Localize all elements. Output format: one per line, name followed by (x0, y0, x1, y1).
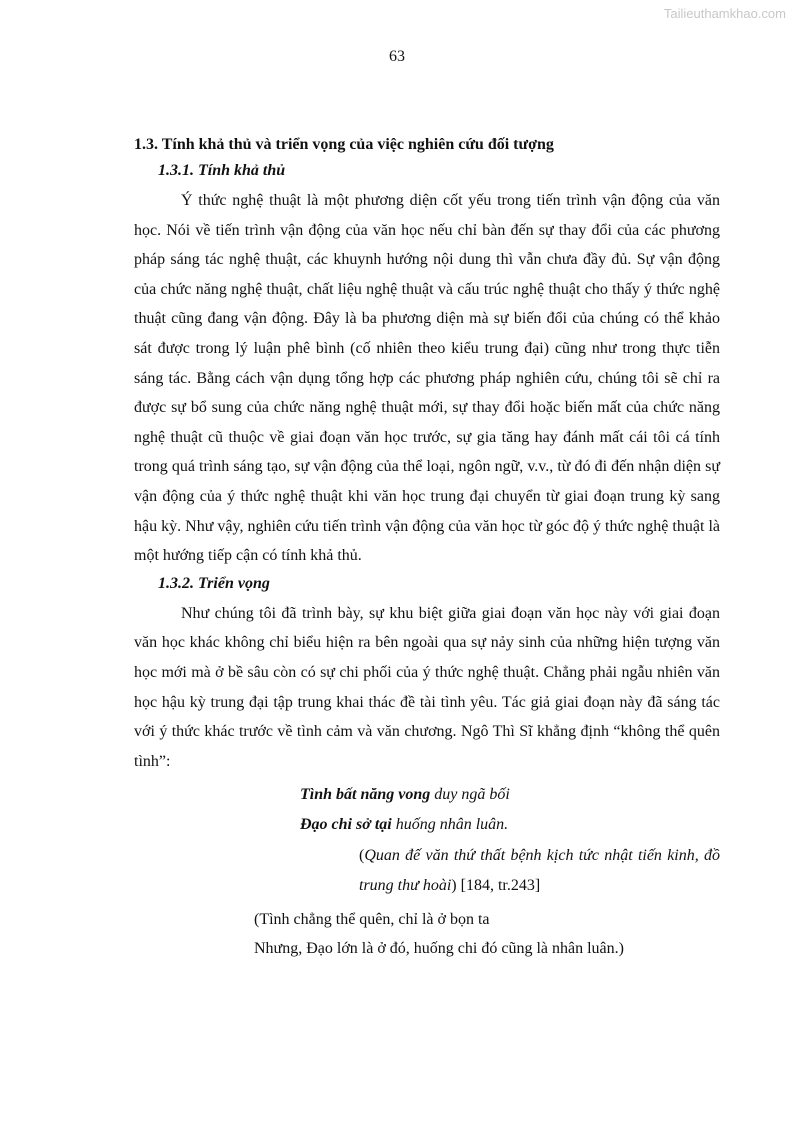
verse-line-2-rest: huống nhân luân. (391, 815, 509, 833)
paragraph-feasibility: Ý thức nghệ thuật là một phương diện cốt yếu trong tiến trình vận động của văn học. Nói về tiến trình vận động của văn học nếu chỉ bàn đến sự thay đổi của các phương pháp sáng tác nghệ thuật, các khuynh hướng nội dung thì vẫn chưa đầy đủ. Sự vận động của chức năng nghệ thuật, chất liệu nghệ thuật và cấu trúc nghệ thuật cho thấy ý thức nghệ thuật cũng đang vận động. Đây là ba phương diện mà sự biến đổi của chúng có thể khảo sát được trong lý luận phê bình (cố nhiên theo kiểu trung đại) cũng như trong thực tiễn sáng tác. Bằng cách vận dụng tổng hợp các phương pháp nghiên cứu, chúng tôi sẽ chỉ ra được sự bổ sung của chức năng nghệ thuật mới, sự thay đổi hoặc biến mất của chức năng nghệ thuật cũ thuộc về giai đoạn văn học trước, sự gia tăng hay đánh mất cái tôi cá tính trong quá trình sáng tạo, sự vận động của thể loại, ngôn ngữ, v.v., từ đó đi đến nhận diện sự vận động của ý thức nghệ thuật khi văn học trung đại chuyển từ giai đoạn trung kỳ sang hậu kỳ. Như vậy, nghiên cứu tiến trình vận động của văn học từ góc độ ý thức nghệ thuật là một hướng tiếp cận có tính khả thủ. (134, 192, 720, 565)
citation-open: ( (359, 847, 365, 865)
citation-title: Quan đế văn thứ thất bệnh kịch tức nhật tiến kinh, đồ trung thư hoài (359, 847, 720, 895)
verse-line-1 (300, 780, 720, 810)
citation-reference: ) [184, tr.243] (451, 877, 541, 895)
verse-line-1-bold: Tình bất năng vong (300, 786, 431, 804)
subsection-heading-feasibility: 1.3.1. Tính khả thủ (158, 162, 286, 179)
translation-line-1: (Tình chẳng thể quên, chỉ là ở bọn ta (254, 910, 490, 928)
watermark: Tailieuthamkhao.com (663, 6, 786, 21)
paragraph-prospects: Như chúng tôi đã trình bày, sự khu biệt giữa giai đoạn văn học này với giai đoạn văn học khác không chỉ biểu hiện ra bên ngoài qua sự nảy sinh của những hiện tượng văn học mới mà ở bề sâu còn có sự chi phối của ý thức nghệ thuật. Chẳng phải ngẫu nhiên văn học hậu kỳ trung đại tập trung khai thác đề tài tình yêu. Tác giả giai đoạn này đã sáng tác với ý thức khác trước về tình cảm và văn chương. Ngô Thì Sĩ khẳng định “không thể quên tình”: (134, 604, 720, 770)
page-number: 63 (389, 48, 405, 65)
section-heading: 1.3. Tính khả thủ và triển vọng của việc nghiên cứu đối tượng (134, 136, 554, 153)
subsection-heading-prospects: 1.3.2. Triển vọng (158, 574, 270, 592)
poem-citation (359, 841, 720, 900)
document-body (134, 132, 720, 964)
verse-line-1-rest: duy ngã bối (430, 786, 510, 804)
verse-line-2 (300, 810, 720, 840)
verse-line-2-bold: Đạo chi sở tại (300, 815, 392, 833)
translation-line-2: Nhưng, Đạo lớn là ở đó, huống chi đó cũng là nhân luân.) (254, 940, 624, 958)
poem-quote (134, 780, 720, 964)
